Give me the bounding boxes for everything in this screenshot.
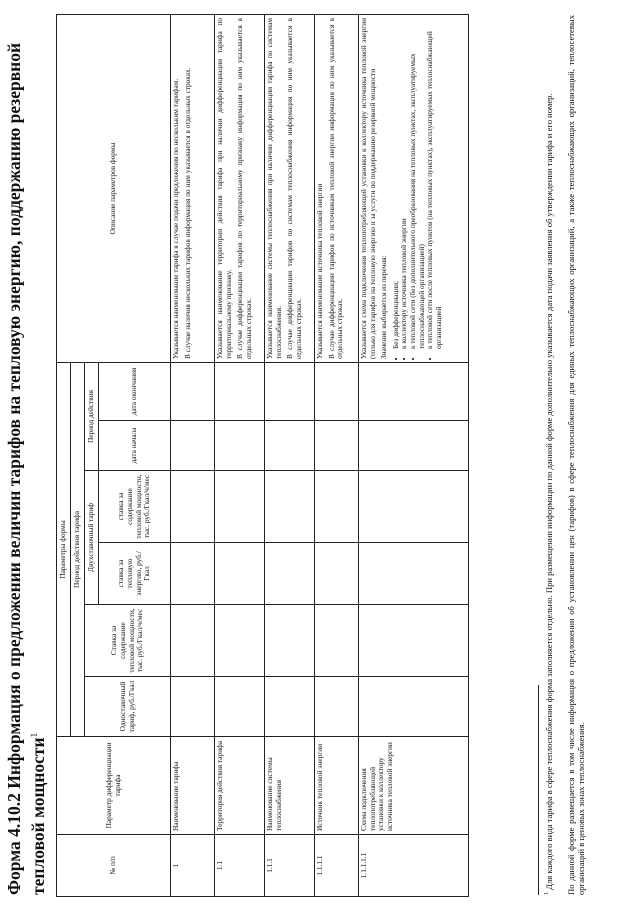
cell-empty: [359, 421, 469, 471]
table-row: [265, 15, 315, 897]
row-description: [315, 15, 359, 363]
cell-empty: [215, 677, 265, 737]
cell-empty: [265, 421, 315, 471]
footnote-1: [542, 15, 554, 895]
row-description: [215, 15, 265, 363]
row-param: Схема подключения теплопотребляющей установки к коллектору источника тепловой энергии: [359, 737, 469, 835]
table-row: [171, 15, 215, 897]
table-row: [315, 15, 359, 897]
cell-empty: [315, 471, 359, 543]
cell-empty: [171, 421, 215, 471]
header-num: № п/п: [57, 835, 171, 897]
header-form-params: Параметры формы: [57, 363, 71, 737]
cell-empty: [171, 471, 215, 543]
cell-empty: [215, 471, 265, 543]
cell-empty: [265, 363, 315, 421]
description-text: Значение выбирается из перечня:: [379, 255, 389, 359]
cell-empty: [265, 543, 315, 605]
description-text: В случае наличия нескольких тарифов информация по ним указывается в отдельных строках.: [182, 67, 192, 359]
row-param: Источник тепловой энергии: [315, 737, 359, 835]
header-rate-maintenance: Ставка за содержание тепловой мощности, тыс. руб./Гкал/ч/мес: [85, 605, 171, 677]
row-num: 1.1.1: [265, 835, 315, 897]
cell-empty: [359, 363, 469, 421]
cell-empty: [171, 543, 215, 605]
row-num: 1: [171, 835, 215, 897]
description-text: В случае дифференциации тарифов по источникам тепловой энергии информация по ним указывается в отдельных строках.: [326, 18, 345, 359]
header-start-date: дата начала: [99, 421, 171, 471]
form-title-text: Форма 4.10.2 Информация о предложении величин тарифов на тепловую энергию, поддержанию резервной тепловой мощности: [4, 42, 48, 895]
form-title: [4, 35, 48, 895]
cell-empty: [265, 677, 315, 737]
header-two-part: Двухставочный тариф: [85, 471, 99, 605]
cell-empty: [215, 543, 265, 605]
row-param: Наименование тарифа: [171, 737, 215, 835]
table-row: [359, 15, 469, 897]
cell-empty: [315, 543, 359, 605]
cell-empty: [265, 471, 315, 543]
cell-empty: [315, 363, 359, 421]
options-list: [392, 18, 444, 359]
cell-empty: [215, 605, 265, 677]
cell-empty: [215, 363, 265, 421]
row-num: 1.1.1.1: [315, 835, 359, 897]
cell-empty: [359, 677, 469, 737]
header-end-date: дата окончания: [99, 363, 171, 421]
description-text: Указывается наименование территории действия тарифа при наличии дифференциации тарифа по территориальному признаку.: [215, 18, 233, 359]
header-tariff-period: Период действия тарифа: [71, 363, 85, 737]
description-text: В случае дифференциации тарифов по системам теплоснабжения информация по ним указывается в отдельных строках.: [285, 18, 303, 359]
row-description: [265, 15, 315, 363]
form-table: [56, 14, 469, 897]
title-footnote-mark: 1: [29, 732, 39, 738]
row-description: [359, 15, 469, 363]
row-description: [171, 15, 215, 363]
cell-empty: [171, 363, 215, 421]
header-param: Параметр дифференциации тарифа: [57, 737, 171, 835]
table-row: [215, 15, 265, 897]
cell-empty: [171, 605, 215, 677]
cell-empty: [359, 605, 469, 677]
description-text: Указывается наименование тарифа в случае подачи предложения по нескольким тарифам.: [171, 78, 180, 359]
header-description: Описание параметров формы: [57, 15, 171, 363]
cell-empty: [171, 677, 215, 737]
cell-empty: [359, 543, 469, 605]
header-rate-capacity: ставка за содержание тепловой мощности, тыс. руб./Гкал/ч/мес: [99, 471, 171, 543]
cell-empty: [315, 677, 359, 737]
description-text: В случае дифференциации тарифов по территориальному признаку информация по ним указывается в отдельных строках.: [235, 18, 253, 359]
list-item: • Без дифференциации;: [392, 18, 401, 349]
footnote-2: [566, 15, 586, 895]
list-item: • к коллектору источника тепловой энергии: [400, 18, 409, 349]
description-text: Указывается наименование источника тепловой энергии: [315, 183, 324, 359]
cell-empty: [265, 605, 315, 677]
footnote-separator: [538, 685, 539, 895]
row-num: 1.1: [215, 835, 265, 897]
header-one-part: Одноставочный тариф, руб./Гкал: [85, 677, 171, 737]
description-text: Указывается наименование системы теплоснабжения при наличии дифференциации тарифа по системам теплоснабжения.: [265, 18, 283, 359]
cell-empty: [215, 421, 265, 471]
row-param: Наименование системы теплоснабжения: [265, 737, 315, 835]
cell-empty: [315, 421, 359, 471]
description-text: Указывается схема подключения теплопотребляющей установки к коллектору источника тепловой энергии (только для тарифов на тепловую энергию и за услуги по поддержанию резервной мощности: [359, 18, 377, 359]
cell-empty: [359, 471, 469, 543]
header-validity: Период действия: [85, 363, 99, 471]
list-item: • к тепловой сети (без дополнительного преобразования на тепловых пунктах, эксплуатируемых теплоснабжающей организацией): [409, 18, 426, 349]
footnote-2-text: По данной форме размещается в том числе информация о предложении об установлении цен (тарифов) в сфере теплоснабжения для единых теплоснабжающих организаций, а также теплоснабжающих организаций, теплосетевых организаций в ценовых зонах теплоснабжения.: [566, 15, 586, 895]
row-num: 1.1.1.1.1: [359, 835, 469, 897]
list-item: • к тепловой сети после тепловых пунктов (на тепловых пунктах), эксплуатируемых теплоснабжающей организацией: [426, 18, 443, 349]
row-param: Территория действия тарифа: [215, 737, 265, 835]
header-rate-energy: ставка за тепловую энергию, руб./Гкал: [99, 543, 171, 605]
cell-empty: [315, 605, 359, 677]
footnote-1-text: Для каждого вида тарифа в сфере теплоснабжения форма заполняется отдельно. При размещении информации по данной форме дополнительно указывается дата подачи заявления об утверждении тарифа и его номер.: [543, 93, 554, 890]
footnote-mark: 1: [544, 892, 550, 895]
